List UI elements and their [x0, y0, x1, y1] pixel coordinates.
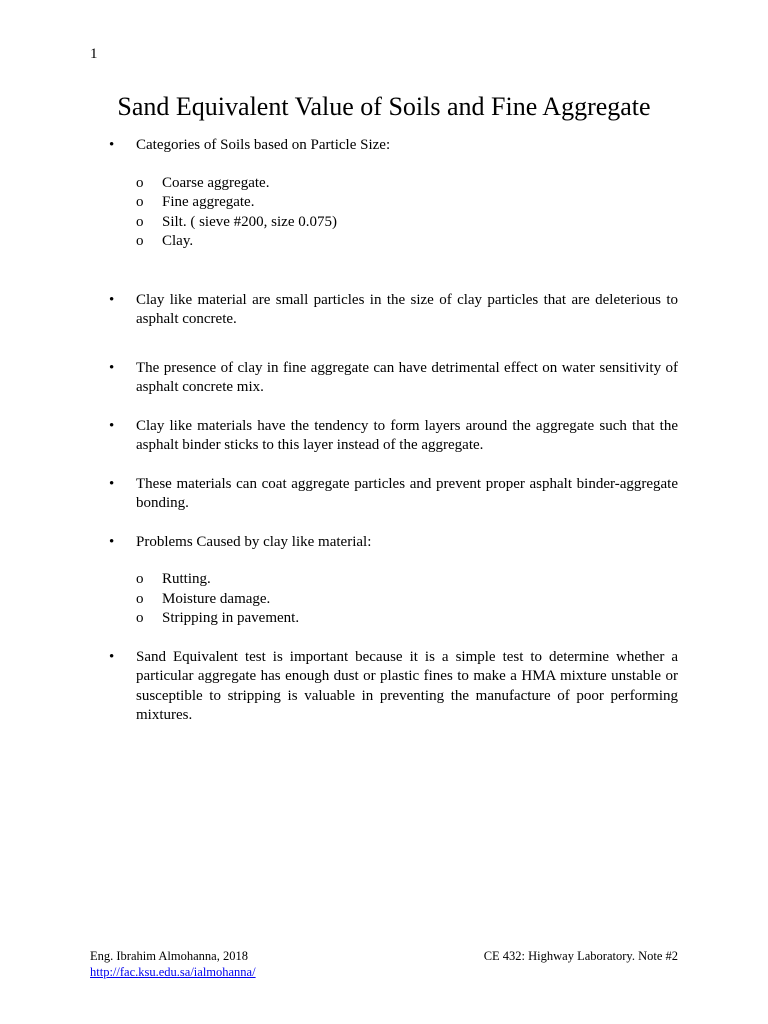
footer-left — [90, 948, 256, 980]
footer-course: CE 432: Highway Laboratory. Note #2 — [483, 949, 678, 963]
bullet-text: These materials can coat aggregate particles and prevent proper asphalt binder-aggregate bonding. — [136, 475, 678, 511]
footer-author: Eng. Ibrahim Almohanna, 2018 — [90, 949, 248, 963]
bullet-text: The presence of clay in fine aggregate can have detrimental effect on water sensitivity of asphalt concrete mix. — [136, 359, 678, 395]
bullet-text: Clay like material are small particles in the size of clay particles that are deleterious to asphalt concrete. — [136, 291, 678, 327]
sub-list — [136, 570, 678, 629]
bullet-text: Problems Caused by clay like material: — [136, 533, 372, 550]
page-title: Sand Equivalent Value of Soils and Fine Aggregate — [117, 92, 651, 121]
sub-list-item: o Clay. — [136, 233, 194, 249]
bullet-item — [109, 648, 678, 726]
page-number: 1 — [90, 46, 98, 62]
sub-list-item: o Fine aggregate. — [136, 194, 255, 210]
bullet-text: Sand Equivalent test is important because it is a simple test to determine whether a particular aggregate has enough dust or plastic fines to make a HMA mixture unstable or susceptible to stripping is valuable in preventing the manufacture of poor performing mixtures. — [136, 648, 678, 723]
bullet-item — [109, 359, 678, 398]
sub-list — [136, 174, 678, 252]
bullet-item — [109, 291, 678, 330]
bullet-item — [109, 533, 678, 629]
sub-list-item: o Silt. ( sieve #200, size 0.075) — [136, 213, 337, 230]
bullet-text: Categories of Soils based on Particle Size: — [136, 137, 391, 153]
bullet-item — [109, 417, 678, 456]
sub-list-item: o Moisture damage. — [136, 590, 271, 607]
bullet-item — [109, 136, 678, 252]
sub-list-item: o Rutting. — [136, 571, 211, 587]
bullet-text: Clay like materials have the tendency to form layers around the aggregate such that the asphalt binder sticks to this layer instead of the aggregate. — [136, 417, 678, 453]
sub-list-item: o Stripping in pavement. — [136, 610, 300, 626]
footer-link[interactable]: http://fac.ksu.edu.sa/ialmohanna/ — [90, 965, 256, 979]
bullet-item — [109, 475, 678, 514]
sub-list-item: o Coarse aggregate. — [136, 174, 270, 191]
bullet-list — [109, 136, 678, 745]
